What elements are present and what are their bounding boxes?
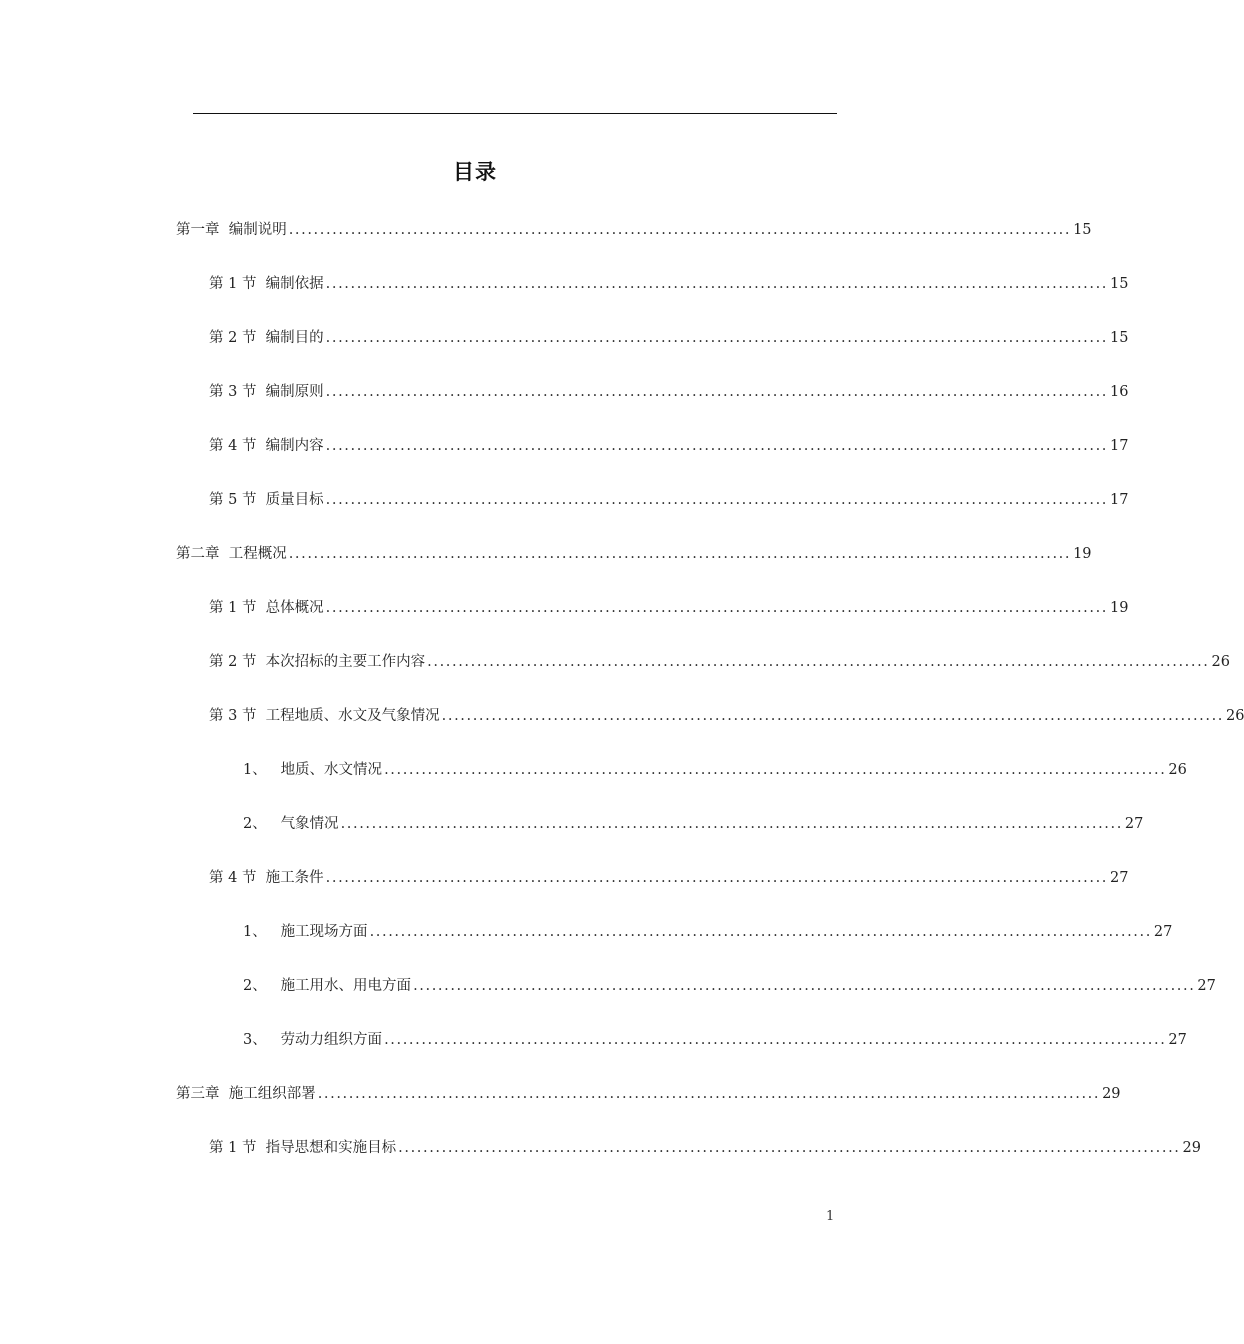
- toc-entry-page: 27: [1110, 870, 1129, 886]
- dot-leader: ..............................................................................................................................: [340, 816, 1123, 832]
- toc-entry-section[interactable]: [209, 273, 1129, 295]
- toc-entry-title: 编制内容: [265, 438, 324, 454]
- toc-entry-page: 26: [1226, 708, 1244, 724]
- toc-entry-number: 2、: [243, 816, 281, 832]
- toc-entry-subsection[interactable]: [243, 1029, 1187, 1051]
- dot-leader: ..............................................................................................................................: [325, 492, 1109, 508]
- toc-entry-number: 2、: [243, 978, 281, 994]
- toc-entry-number: 第一章: [176, 222, 229, 238]
- dot-leader: ..............................................................................................................................: [325, 870, 1109, 886]
- toc-entry-title: 编制说明: [228, 222, 287, 238]
- toc-entry-number: 第二章: [176, 546, 229, 562]
- toc-entry-title: 质量目标: [265, 492, 324, 508]
- toc-entry-page: 26: [1168, 762, 1187, 778]
- dot-leader: ..............................................................................................................................: [441, 708, 1225, 724]
- toc-entry-page: 19: [1073, 546, 1092, 562]
- toc-entry-page: 27: [1168, 1032, 1187, 1048]
- toc-entry-number: 3、: [243, 1032, 281, 1048]
- toc-entry-page: 27: [1197, 978, 1216, 994]
- toc-entry-number: 第 4 节: [209, 870, 266, 886]
- dot-leader: ..............................................................................................................................: [427, 654, 1210, 670]
- toc-entry-number: 第 1 节: [209, 1140, 266, 1156]
- toc-entry-section[interactable]: [209, 327, 1129, 349]
- toc-entry-number: 第 2 节: [209, 330, 266, 346]
- dot-leader: ..............................................................................................................................: [369, 924, 1152, 940]
- page-number: 1: [826, 1209, 835, 1224]
- dot-leader: ..............................................................................................................................: [325, 600, 1109, 616]
- toc-entry-number: 第三章: [176, 1086, 229, 1102]
- dot-leader: ..............................................................................................................................: [325, 276, 1109, 292]
- toc-entry-page: 16: [1110, 384, 1129, 400]
- toc-entry-number: 第 3 节: [209, 708, 266, 724]
- toc-entry-number: 第 4 节: [209, 438, 266, 454]
- toc-entry-number: 1、: [243, 762, 281, 778]
- toc-entry-page: 26: [1211, 654, 1230, 670]
- toc-entry-page: 29: [1182, 1140, 1201, 1156]
- dot-leader: ..............................................................................................................................: [325, 384, 1109, 400]
- dot-leader: ..............................................................................................................................: [317, 1086, 1101, 1102]
- toc-title: 目录: [453, 160, 497, 184]
- toc-entry-page: 29: [1102, 1086, 1121, 1102]
- toc-entry-chapter-3[interactable]: [176, 1083, 1121, 1105]
- toc-entry-page: 27: [1153, 924, 1173, 940]
- toc-entry-page: 17: [1110, 492, 1129, 508]
- toc-entry-section[interactable]: [209, 1137, 1201, 1159]
- toc-entry-title: 地质、水文情况: [280, 762, 383, 778]
- toc-entry-subsection[interactable]: [243, 759, 1187, 781]
- toc-entry-subsection[interactable]: [243, 813, 1144, 835]
- toc-entry-chapter-1[interactable]: [176, 219, 1092, 241]
- toc-entry-section[interactable]: [209, 489, 1129, 511]
- dot-leader: ..............................................................................................................................: [384, 762, 1167, 778]
- toc-entry-title: 编制原则: [265, 384, 324, 400]
- dot-leader: ..............................................................................................................................: [288, 546, 1072, 562]
- toc-entry-section[interactable]: [209, 651, 1230, 673]
- toc-entry-number: 第 1 节: [209, 600, 266, 616]
- toc-entry-page: 17: [1110, 438, 1129, 454]
- toc-entry-section[interactable]: [209, 597, 1129, 619]
- toc-entry-subsection[interactable]: [243, 975, 1216, 997]
- toc-entry-title: 总体概况: [265, 600, 324, 616]
- toc-entry-subsection[interactable]: [243, 921, 1173, 943]
- toc-entry-section[interactable]: [209, 705, 1244, 727]
- dot-leader: ..............................................................................................................................: [413, 978, 1196, 994]
- toc-entry-title: 施工用水、用电方面: [280, 978, 412, 994]
- dot-leader: ..............................................................................................................................: [398, 1140, 1181, 1156]
- toc-entry-page: 15: [1110, 276, 1129, 292]
- toc-entry-title: 本次招标的主要工作内容: [265, 654, 426, 670]
- toc-entry-section[interactable]: [209, 867, 1129, 889]
- toc-entry-title: 施工组织部署: [228, 1086, 316, 1102]
- toc-entry-number: 第 1 节: [209, 276, 266, 292]
- toc-entry-title: 施工条件: [265, 870, 324, 886]
- toc-entry-number: 1、: [243, 924, 281, 940]
- toc-entry-page: 19: [1110, 600, 1129, 616]
- toc-entry-title: 工程地质、水文及气象情况: [265, 708, 440, 724]
- dot-leader: ..............................................................................................................................: [325, 438, 1109, 454]
- toc-entry-title: 施工现场方面: [280, 924, 368, 940]
- toc-entry-title: 编制依据: [265, 276, 324, 292]
- toc-entry-chapter-2[interactable]: [176, 543, 1092, 565]
- dot-leader: ..............................................................................................................................: [325, 330, 1109, 346]
- toc-entry-number: 第 3 节: [209, 384, 266, 400]
- dot-leader: ..............................................................................................................................: [288, 222, 1072, 238]
- toc-entry-title: 工程概况: [228, 546, 287, 562]
- toc-entry-title: 劳动力组织方面: [280, 1032, 383, 1048]
- toc-entry-number: 第 5 节: [209, 492, 266, 508]
- toc-entry-page: 15: [1110, 330, 1129, 346]
- toc-entry-number: 第 2 节: [209, 654, 266, 670]
- toc-entry-title: 气象情况: [280, 816, 339, 832]
- toc-entry-title: 编制目的: [265, 330, 324, 346]
- toc-entry-page: 27: [1124, 816, 1144, 832]
- dot-leader: ..............................................................................................................................: [384, 1032, 1167, 1048]
- toc-entry-title: 指导思想和实施目标: [265, 1140, 397, 1156]
- toc-entry-page: 15: [1073, 222, 1092, 238]
- toc-entry-section[interactable]: [209, 381, 1129, 403]
- toc-entry-section[interactable]: [209, 435, 1129, 457]
